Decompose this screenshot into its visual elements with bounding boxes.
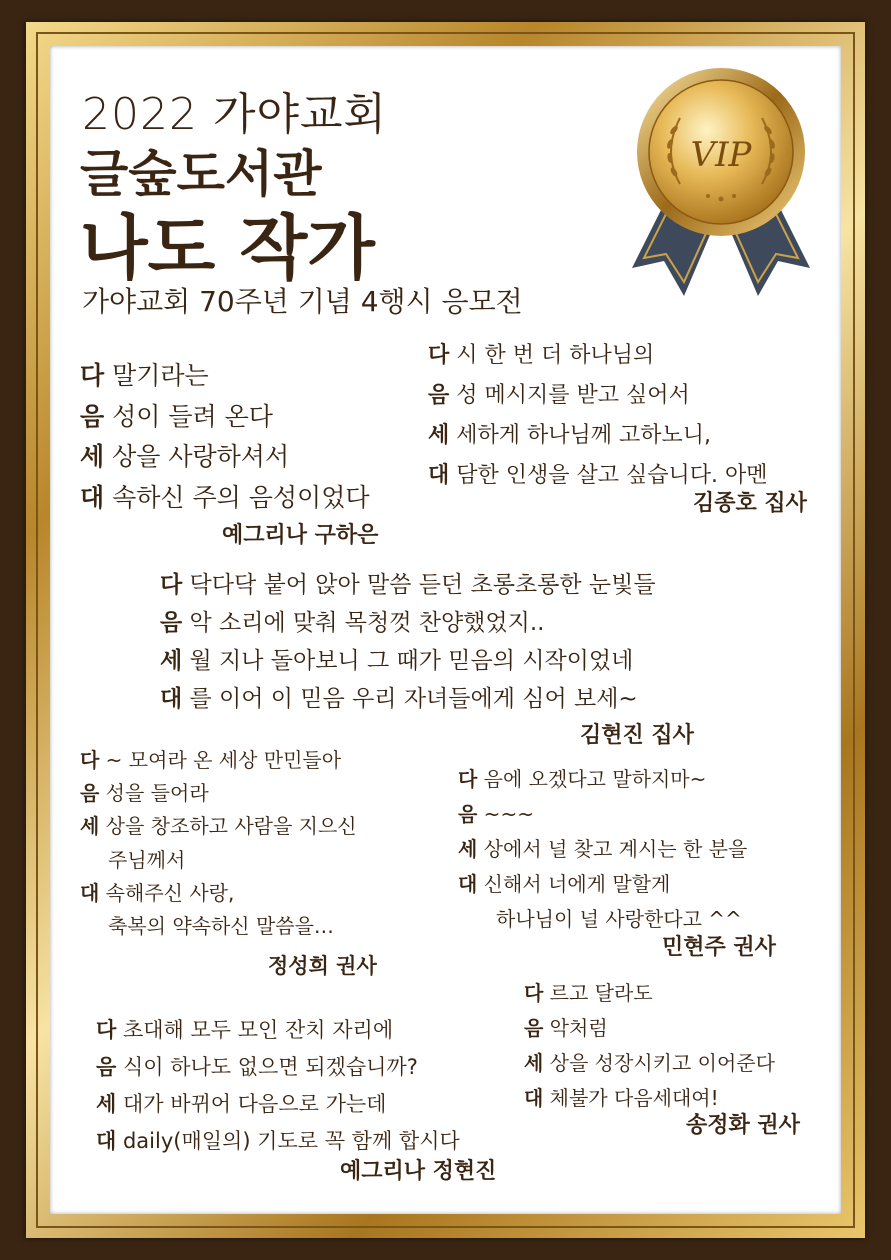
acrostic-head: 다 [160, 572, 183, 598]
poem-line [96, 1086, 460, 1123]
acrostic-head: 대 [96, 1129, 117, 1153]
line-text: 악 소리에 맞춰 목청껏 찬양했었지.. [182, 610, 545, 636]
acrostic-head: 대 [160, 686, 183, 712]
poem-line [428, 416, 768, 456]
acrostic-head: 세 [428, 423, 450, 448]
acrostic-head: 세 [80, 814, 100, 839]
vip-medal-icon [628, 56, 814, 300]
acrostic-head: 음 [458, 802, 478, 826]
line-text: 상을 창조하고 사람을 지으신 [99, 814, 357, 839]
acrostic-head: 대 [80, 880, 100, 905]
line-text: 하나님이 널 사랑한다고 ^^ [496, 907, 742, 931]
svg-text:VIP: VIP [690, 135, 752, 175]
acrostic-head: 음 [80, 781, 100, 806]
poem-4 [80, 744, 357, 943]
line-text: 성을 들어라 [99, 781, 209, 806]
author-2: 김종호 집사 [693, 491, 807, 516]
poem-2 [428, 336, 768, 496]
author-1: 예그리나 구하은 [222, 523, 379, 548]
author-5: 민현주 권사 [662, 935, 776, 960]
line-text: 를 이어 이 믿음 우리 자녀들에게 심어 보세~ [182, 686, 638, 712]
poem-line [80, 777, 357, 810]
poem-6 [524, 976, 775, 1116]
poem-line [458, 867, 747, 902]
acrostic-head: 다 [428, 343, 450, 368]
poem-line [458, 797, 747, 832]
acrostic-head: 대 [80, 482, 105, 512]
poem-line [80, 810, 357, 843]
poem-5 [458, 762, 747, 937]
line-text: 담한 인생을 살고 싶습니다. 아멘 [449, 463, 768, 488]
poem-line [458, 762, 747, 797]
line-text: 초대해 모두 모인 잔치 자리에 [116, 1018, 394, 1042]
line-text: 악처럼 [543, 1016, 608, 1040]
line-text: 닥다닥 붙어 앉아 말씀 듣던 초롱초롱한 눈빛들 [182, 572, 656, 598]
header-year-church: 2022 가야교회 [82, 89, 387, 140]
line-text: 대가 바뀌어 다음으로 가는데 [116, 1092, 387, 1116]
acrostic-head: 음 [80, 401, 105, 431]
poem-line [458, 832, 747, 867]
line-text: 성이 들려 온다 [104, 401, 273, 431]
poem-line [80, 397, 370, 438]
poem-line [160, 604, 656, 642]
line-text: daily(매일의) 기도로 꼭 함께 합시다 [116, 1129, 460, 1153]
acrostic-head: 음 [524, 1016, 544, 1040]
line-text: 월 지나 돌아보니 그 때가 믿음의 시작이었네 [182, 648, 634, 674]
poem-line [80, 910, 357, 943]
line-text: 성 메시지를 받고 싶어서 [449, 383, 690, 408]
line-text: 상을 사랑하셔서 [104, 442, 290, 471]
poem-line [96, 1012, 460, 1049]
poem-line [428, 336, 768, 376]
line-text: ~ 모여라 온 세상 만민들아 [99, 748, 342, 772]
line-text: 주님께서 [108, 847, 186, 872]
author-6: 송정화 권사 [686, 1113, 800, 1138]
line-text: ~~~ [477, 802, 534, 826]
poem-1 [80, 356, 370, 518]
poem-7 [96, 1012, 460, 1160]
line-text: 르고 달라도 [543, 981, 653, 1005]
acrostic-head: 세 [80, 442, 105, 471]
poem-line [160, 566, 656, 604]
acrostic-head: 음 [428, 383, 450, 408]
line-text: 상을 성장시키고 이어준다 [543, 1051, 775, 1075]
poem-line [524, 1011, 775, 1046]
line-text: 세하게 하나님께 고하노니, [449, 423, 712, 448]
line-text: 축복의 약속하신 말씀을… [108, 914, 334, 939]
poem-line [80, 744, 357, 777]
poem-line [160, 680, 656, 718]
acrostic-head: 대 [458, 872, 478, 896]
poem-line [80, 877, 357, 910]
author-4: 정성희 권사 [268, 954, 377, 978]
line-text: 신해서 너에게 말할게 [477, 872, 671, 896]
line-text: 상에서 널 찾고 계시는 한 분을 [477, 837, 748, 861]
poem-line [524, 1046, 775, 1081]
poem-line [524, 976, 775, 1011]
acrostic-head: 세 [524, 1051, 544, 1075]
acrostic-head: 음 [96, 1055, 117, 1079]
acrostic-head: 대 [428, 463, 450, 488]
acrostic-head: 세 [160, 648, 183, 674]
acrostic-head: 다 [458, 767, 478, 791]
poem-line [80, 356, 370, 397]
line-text: 속하신 주의 음성이었다 [104, 482, 370, 512]
author-7: 예그리나 정현진 [340, 1159, 497, 1184]
line-text: 음에 오겠다고 말하지마~ [477, 767, 707, 791]
line-text: 말기라는 [104, 361, 209, 390]
poem-line [160, 642, 656, 680]
line-text: 식이 하나도 없으면 되겠습니까? [116, 1055, 418, 1079]
author-3: 김현진 집사 [580, 723, 694, 748]
acrostic-head: 세 [458, 837, 478, 861]
line-text: 체불가 다음세대여! [543, 1086, 719, 1110]
poem-line [428, 376, 768, 416]
poem-line [80, 437, 370, 478]
line-text: 시 한 번 더 하나님의 [449, 343, 655, 368]
poem-3 [160, 566, 656, 718]
acrostic-head: 다 [80, 361, 105, 390]
acrostic-head: 다 [80, 748, 100, 772]
poem-line [96, 1049, 460, 1086]
acrostic-head: 음 [160, 610, 183, 636]
header-main-title: 나도 작가 [80, 207, 375, 289]
poem-line [80, 844, 357, 877]
header-library-name: 글숲도서관 [80, 145, 322, 203]
acrostic-head: 다 [524, 981, 544, 1005]
poem-line [80, 478, 370, 519]
acrostic-head: 다 [96, 1018, 117, 1042]
acrostic-head: 세 [96, 1092, 117, 1116]
header-subtitle: 가야교회 70주년 기념 4행시 응모전 [82, 285, 523, 318]
acrostic-head: 대 [524, 1086, 544, 1110]
line-text: 속해주신 사랑, [99, 880, 235, 905]
